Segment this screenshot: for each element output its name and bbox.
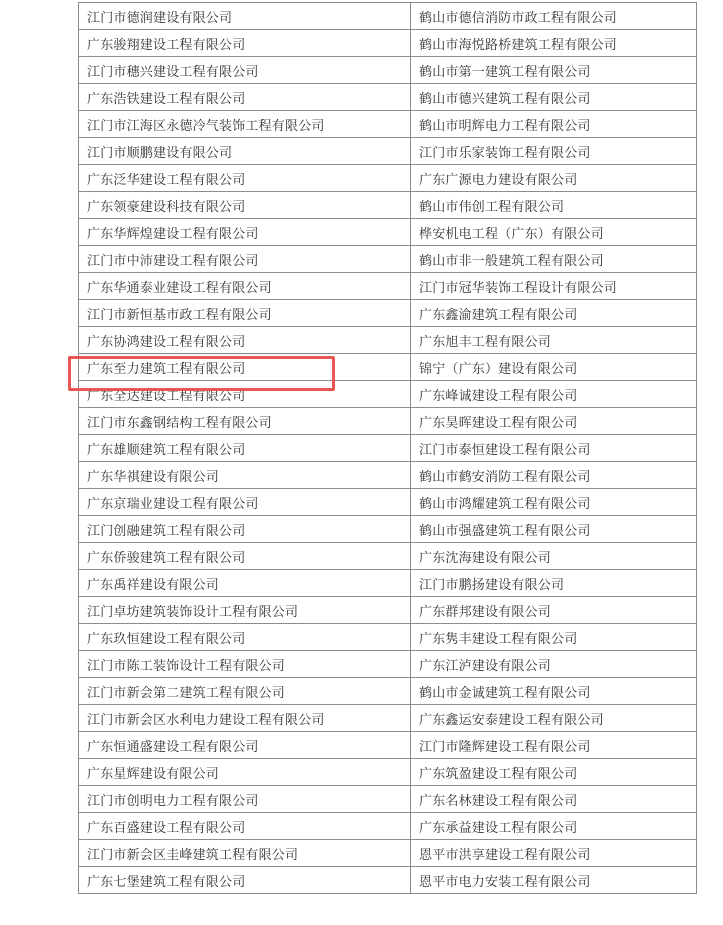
company-cell-right: 广东鑫渝建筑工程有限公司 bbox=[411, 300, 697, 327]
company-cell-right: 鹤山市海悦路桥建筑工程有限公司 bbox=[411, 30, 697, 57]
company-cell-right: 广东筑盈建设工程有限公司 bbox=[411, 759, 697, 786]
company-cell-left: 江门市新恒基市政工程有限公司 bbox=[79, 300, 411, 327]
company-cell-left: 江门市中沛建设工程有限公司 bbox=[79, 246, 411, 273]
table-row bbox=[79, 165, 697, 192]
company-cell-right: 锦宁（广东）建设有限公司 bbox=[411, 354, 697, 381]
company-cell-right: 鹤山市鹤安消防工程有限公司 bbox=[411, 462, 697, 489]
company-table bbox=[78, 2, 697, 894]
company-cell-right: 江门市冠华装饰工程设计有限公司 bbox=[411, 273, 697, 300]
company-cell-left: 广东浩铁建设工程有限公司 bbox=[79, 84, 411, 111]
company-cell-right: 广东承益建设工程有限公司 bbox=[411, 813, 697, 840]
company-cell-left: 江门卓坊建筑装饰设计工程有限公司 bbox=[79, 597, 411, 624]
company-cell-left: 广东全达建设工程有限公司 bbox=[79, 381, 411, 408]
table-row bbox=[79, 57, 697, 84]
company-cell-right: 广东群邦建设有限公司 bbox=[411, 597, 697, 624]
company-cell-left: 江门市新会区圭峰建筑工程有限公司 bbox=[79, 840, 411, 867]
company-cell-left: 江门市江海区永德冷气装饰工程有限公司 bbox=[79, 111, 411, 138]
company-cell-left: 广东玖恒建设工程有限公司 bbox=[79, 624, 411, 651]
table-row bbox=[79, 813, 697, 840]
company-cell-left: 广东华辉煌建设工程有限公司 bbox=[79, 219, 411, 246]
table-row bbox=[79, 624, 697, 651]
company-cell-right: 鹤山市德兴建筑工程有限公司 bbox=[411, 84, 697, 111]
company-cell-right: 鹤山市强盛建筑工程有限公司 bbox=[411, 516, 697, 543]
table-body bbox=[79, 3, 697, 894]
table-row bbox=[79, 786, 697, 813]
table-row bbox=[79, 138, 697, 165]
table-row bbox=[79, 3, 697, 30]
company-cell-left: 广东雄顺建筑工程有限公司 bbox=[79, 435, 411, 462]
company-cell-left: 广东侨骏建筑工程有限公司 bbox=[79, 543, 411, 570]
table-row bbox=[79, 570, 697, 597]
table-row bbox=[79, 246, 697, 273]
company-cell-right: 江门市乐家装饰工程有限公司 bbox=[411, 138, 697, 165]
table-row bbox=[79, 867, 697, 894]
company-cell-left: 广东协鸿建设工程有限公司 bbox=[79, 327, 411, 354]
table-row bbox=[79, 651, 697, 678]
company-cell-left: 广东星辉建设有限公司 bbox=[79, 759, 411, 786]
company-cell-left: 广东百盛建设工程有限公司 bbox=[79, 813, 411, 840]
company-cell-left: 广东至力建筑工程有限公司 bbox=[79, 354, 411, 381]
table-row bbox=[79, 354, 697, 381]
table-row bbox=[79, 597, 697, 624]
table-row bbox=[79, 30, 697, 57]
table-row bbox=[79, 759, 697, 786]
table-row bbox=[79, 327, 697, 354]
company-cell-right: 鹤山市非一般建筑工程有限公司 bbox=[411, 246, 697, 273]
company-cell-right: 江门市泰恒建设工程有限公司 bbox=[411, 435, 697, 462]
company-cell-right: 鹤山市鸿耀建筑工程有限公司 bbox=[411, 489, 697, 516]
company-cell-right: 桦安机电工程（广东）有限公司 bbox=[411, 219, 697, 246]
company-cell-right: 广东广源电力建设有限公司 bbox=[411, 165, 697, 192]
table-row bbox=[79, 300, 697, 327]
table-row bbox=[79, 840, 697, 867]
company-cell-right: 广东鑫运安泰建设工程有限公司 bbox=[411, 705, 697, 732]
company-cell-right: 鹤山市明辉电力工程有限公司 bbox=[411, 111, 697, 138]
company-cell-left: 广东骏翔建设工程有限公司 bbox=[79, 30, 411, 57]
company-cell-left: 广东泛华建设工程有限公司 bbox=[79, 165, 411, 192]
company-cell-left: 江门市德润建设有限公司 bbox=[79, 3, 411, 30]
company-cell-left: 江门市顺鹏建设有限公司 bbox=[79, 138, 411, 165]
table-row bbox=[79, 111, 697, 138]
company-cell-right: 恩平市洪享建设工程有限公司 bbox=[411, 840, 697, 867]
table-row bbox=[79, 273, 697, 300]
table-row bbox=[79, 408, 697, 435]
company-cell-left: 广东领豪建设科技有限公司 bbox=[79, 192, 411, 219]
company-cell-left: 广东恒通盛建设工程有限公司 bbox=[79, 732, 411, 759]
company-cell-right: 广东名林建设工程有限公司 bbox=[411, 786, 697, 813]
company-cell-left: 江门市新会第二建筑工程有限公司 bbox=[79, 678, 411, 705]
company-cell-right: 广东峰诚建设工程有限公司 bbox=[411, 381, 697, 408]
company-cell-left: 江门市穗兴建设工程有限公司 bbox=[79, 57, 411, 84]
table-row bbox=[79, 489, 697, 516]
company-cell-left: 江门市东鑫钢结构工程有限公司 bbox=[79, 408, 411, 435]
company-cell-left: 江门市陈工装饰设计工程有限公司 bbox=[79, 651, 411, 678]
table-row bbox=[79, 84, 697, 111]
company-cell-right: 鹤山市伟创工程有限公司 bbox=[411, 192, 697, 219]
table-row bbox=[79, 543, 697, 570]
company-cell-right: 江门市鹏扬建设有限公司 bbox=[411, 570, 697, 597]
table-row bbox=[79, 192, 697, 219]
table-row bbox=[79, 435, 697, 462]
table-row bbox=[79, 219, 697, 246]
table-row bbox=[79, 462, 697, 489]
company-cell-right: 鹤山市第一建筑工程有限公司 bbox=[411, 57, 697, 84]
company-cell-right: 广东隽丰建设工程有限公司 bbox=[411, 624, 697, 651]
table-row bbox=[79, 732, 697, 759]
company-cell-left: 广东七堡建筑工程有限公司 bbox=[79, 867, 411, 894]
company-cell-right: 广东旭丰工程有限公司 bbox=[411, 327, 697, 354]
company-cell-right: 恩平市电力安装工程有限公司 bbox=[411, 867, 697, 894]
company-cell-right: 鹤山市德信消防市政工程有限公司 bbox=[411, 3, 697, 30]
company-cell-left: 广东京瑞业建设工程有限公司 bbox=[79, 489, 411, 516]
table-row bbox=[79, 678, 697, 705]
table-row bbox=[79, 705, 697, 732]
company-cell-left: 江门市新会区水利电力建设工程有限公司 bbox=[79, 705, 411, 732]
company-cell-right: 广东江泸建设有限公司 bbox=[411, 651, 697, 678]
table-row bbox=[79, 381, 697, 408]
company-cell-left: 广东华通泰业建设工程有限公司 bbox=[79, 273, 411, 300]
company-cell-right: 鹤山市金诚建筑工程有限公司 bbox=[411, 678, 697, 705]
company-cell-left: 广东禹祥建设有限公司 bbox=[79, 570, 411, 597]
company-cell-left: 江门市创明电力工程有限公司 bbox=[79, 786, 411, 813]
company-cell-left: 江门创融建筑工程有限公司 bbox=[79, 516, 411, 543]
company-cell-left: 广东华祺建设有限公司 bbox=[79, 462, 411, 489]
company-cell-right: 广东昊晖建设工程有限公司 bbox=[411, 408, 697, 435]
company-cell-right: 广东沈海建设有限公司 bbox=[411, 543, 697, 570]
company-cell-right: 江门市隆辉建设工程有限公司 bbox=[411, 732, 697, 759]
table-row bbox=[79, 516, 697, 543]
